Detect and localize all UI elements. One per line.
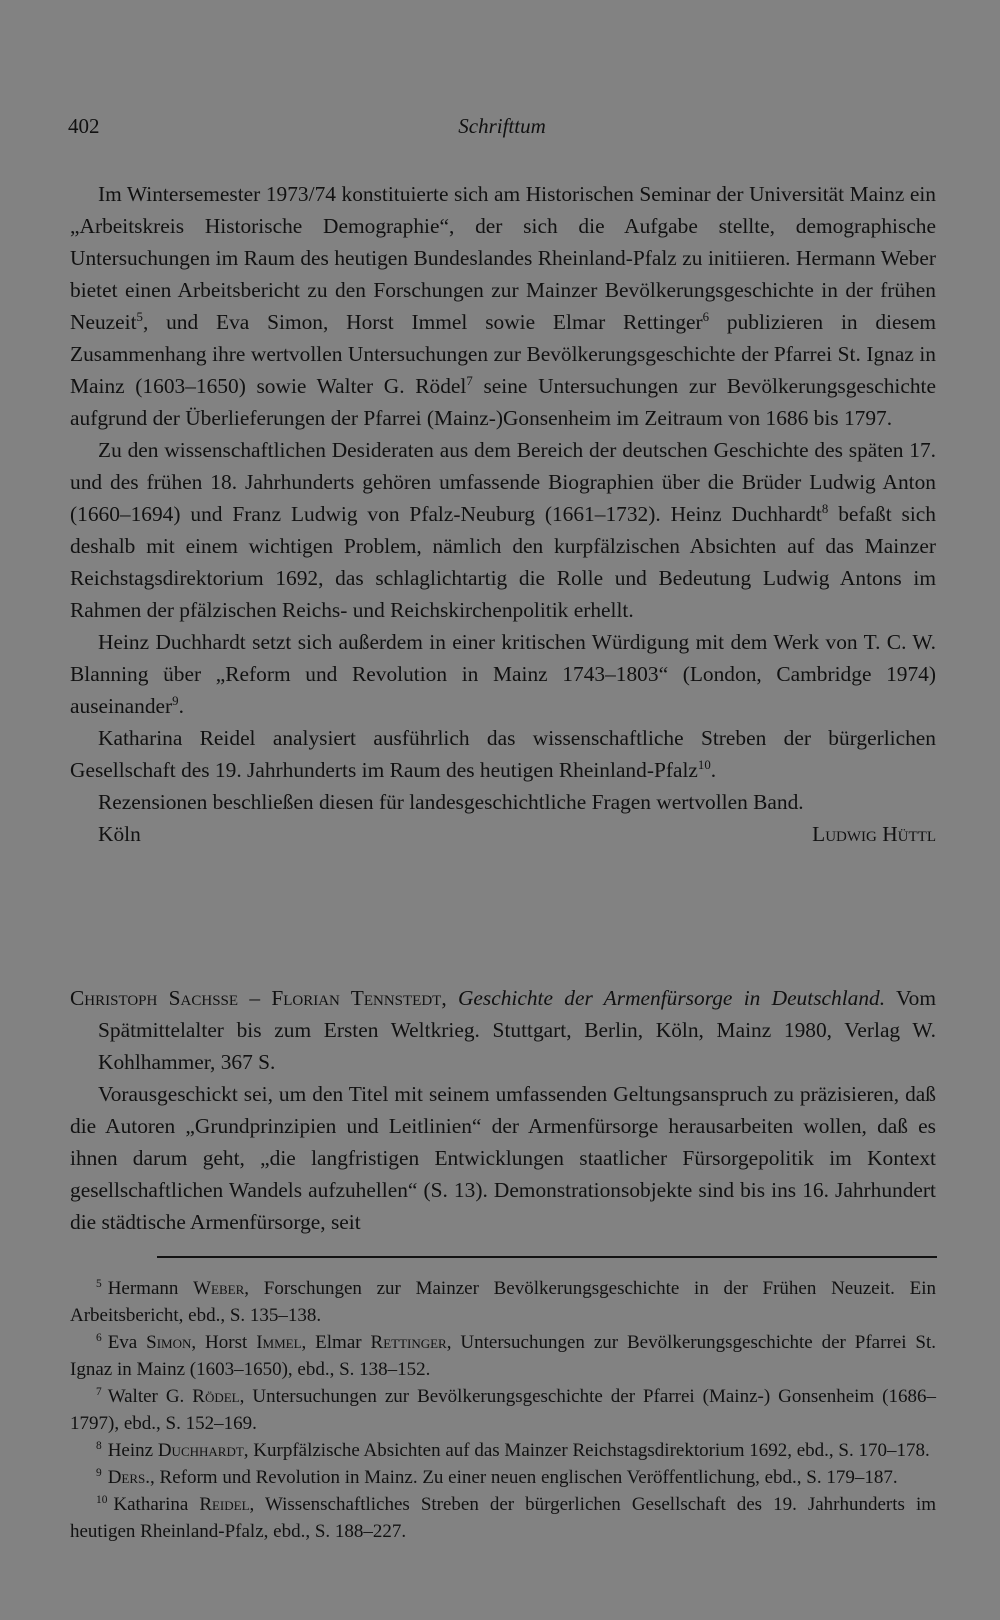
author-name: Reidel bbox=[199, 1494, 250, 1515]
signature-line bbox=[70, 818, 936, 850]
text: , und Eva Simon, Horst Immel sowie Elmar Rettinger bbox=[142, 310, 703, 334]
paragraph bbox=[70, 722, 936, 786]
text: . bbox=[178, 694, 184, 718]
footnote-ref: 8 bbox=[821, 501, 829, 516]
text: , Untersuchungen zur Bevölkerungsgeschichte der Pfarrei St. Ignaz in Mainz (1603–1650), ebd., S. 138–152. bbox=[70, 1332, 936, 1380]
text: befaßt sich deshalb mit einem wichtigen Problem, nämlich den kurpfälzischen Absichten auf das Mainzer Reichstagsdirektorium 1692, das schlaglichtartig die Rolle und Bedeutung Ludwig Antons im Rahmen der pfälzischen Reichs- und Reichskirchenpolitik erhellt. bbox=[70, 502, 936, 622]
text: Heinz Duchhardt setzt sich außerdem in einer kritischen Würdigung mit dem Werk von T. C. W. Blanning über „Reform und Revolution in Mainz 1743–1803“ (London, Cambridge 1974) auseinander bbox=[70, 630, 936, 718]
text: Heinz bbox=[107, 1440, 158, 1461]
page-header bbox=[68, 108, 936, 142]
paragraph: Vorausgeschickt sei, um den Titel mit seinem umfassenden Geltungsanspruch zu präzisieren, daß die Autoren „Grundprinzipien und Leitlinien“ der Armenfürsorge herausarbeiten wollen, daß es ihnen darum geht, „die langfristigen Entwicklungen staatlicher Fürsorgepolitik im Kontext gesellschaftlichen Wandels aufzuhellen“ (S. 13). Demonstrationsobjekte sind bis ins 16. Jahrhundert die städtische Armenfürsorge, seit bbox=[70, 1082, 936, 1234]
footnote-ref: 9 bbox=[172, 693, 179, 708]
paragraph: Rezensionen beschließen diesen für landesgeschichtliche Fragen wertvollen Band. bbox=[98, 790, 804, 814]
footnote bbox=[70, 1383, 936, 1437]
text: , Reform und Revolution in Mainz. Zu einer neuen englischen Veröffentlichung, ebd., S. 179–187. bbox=[150, 1467, 898, 1488]
author-name: Immel bbox=[256, 1332, 302, 1353]
footnote-number: 7 bbox=[96, 1385, 102, 1398]
author-name: Rettinger bbox=[370, 1332, 447, 1353]
footnote-ref: 10 bbox=[697, 757, 711, 772]
text: Zu den wissenschaftlichen Desideraten aus dem Bereich der deutschen Geschichte des späten 17. und des frühen 18. Jahrhunderts gehören umfassende Biographien über die Brüder Ludwig Anton (1660–1694) und Franz Ludwig von Pfalz-Neuburg (1661–1732). Heinz Duchhardt bbox=[70, 438, 936, 526]
book-title: Geschichte der Armenfürsorge in Deutschland. bbox=[457, 986, 886, 1010]
paragraph bbox=[70, 626, 936, 722]
footnote-ref: 7 bbox=[466, 373, 473, 388]
text: , Untersuchungen zur Bevölkerungsgeschichte der Pfarrei (Mainz-) Gonsenheim (1686–1797), ebd., S. 152–169. bbox=[70, 1386, 936, 1434]
separator: – bbox=[238, 986, 272, 1010]
paragraph bbox=[70, 434, 936, 626]
footnote-number: 9 bbox=[96, 1466, 102, 1479]
place: Köln bbox=[98, 822, 141, 846]
text: Katharina bbox=[113, 1494, 200, 1515]
bibliographic-heading bbox=[70, 982, 936, 1078]
reviewer-name: Ludwig Hüttl bbox=[812, 822, 936, 846]
text: , Kurpfälzische Absichten auf das Mainzer Reichstagsdirektorium 1692, ebd., S. 170–178. bbox=[243, 1440, 930, 1461]
footnote bbox=[70, 1491, 936, 1545]
author-name: Ders. bbox=[107, 1467, 151, 1488]
footnote-number: 8 bbox=[96, 1439, 102, 1452]
footnote-divider bbox=[157, 1256, 937, 1258]
text: , Wissenschaftliches Streben der bürgerlichen Gesellschaft des 19. Jahrhunderts im heutigen Rheinland-Pfalz, ebd., S. 188–227. bbox=[70, 1494, 937, 1542]
imprint: Vom Spätmittelalter bis zum Ersten Weltkrieg. Stuttgart, Berlin, Köln, Mainz 1980, Verlag W. Kohlhammer, 367 S. bbox=[98, 986, 937, 1074]
author-name: Weber bbox=[193, 1278, 245, 1299]
footnote bbox=[70, 1464, 936, 1491]
separator: , bbox=[441, 986, 458, 1010]
footnotes bbox=[70, 1275, 936, 1545]
footnote-number: 10 bbox=[96, 1493, 108, 1506]
footnote bbox=[70, 1437, 936, 1464]
text: Walter G. bbox=[107, 1386, 193, 1407]
text: Hermann bbox=[107, 1278, 194, 1299]
page-number: 402 bbox=[68, 114, 100, 138]
author: Christoph Sachsse bbox=[70, 986, 239, 1010]
review-1 bbox=[70, 178, 936, 850]
text: seine Untersuchungen zur Bevölkerungsgeschichte aufgrund der Überlieferungen der Pfarrei (Mainz-)Gonsenheim im Zeitraum von 1686 bis 1797. bbox=[70, 374, 936, 430]
footnote-number: 6 bbox=[96, 1331, 102, 1344]
text: . bbox=[710, 758, 717, 782]
author: Florian Tennstedt bbox=[271, 986, 442, 1010]
author-name: Duchhardt bbox=[157, 1440, 244, 1461]
footnote-number: 5 bbox=[96, 1277, 102, 1290]
footnote-ref: 5 bbox=[136, 309, 143, 324]
author-name: Simon bbox=[146, 1332, 192, 1353]
paragraph bbox=[70, 178, 936, 434]
running-title: Schrifttum bbox=[458, 114, 546, 138]
text: Im Wintersemester 1973/74 konstituierte sich am Historischen Seminar der Universität Mainz ein „Arbeitskreis Historische Demographie“, der sich die Aufgabe stellte, demographische Untersuchungen im Raum des heutigen Bundeslandes Rheinland-Pfalz zu initiieren. Hermann Weber bietet einen Arbeitsbericht zu den Forschungen zur Mainzer Bevölkerungsgeschichte in der frühen Neuzeit bbox=[70, 182, 936, 334]
text: Katharina Reidel analysiert ausführlich das wissenschaftliche Streben der bürgerlichen Gesellschaft des 19. Jahrhunderts im Raum des heutigen Rheinland-Pfalz bbox=[70, 726, 936, 782]
text: publizieren in diesem Zusammenhang ihre wertvollen Untersuchungen zur Bevölkerungsgeschichte der Pfarrei St. Ignaz in Mainz (1603–1650) sowie Walter G. Rödel bbox=[70, 310, 936, 398]
review-2 bbox=[70, 982, 936, 1238]
text: , Forschungen zur Mainzer Bevölkerungsgeschichte in der Frühen Neuzeit. Ein Arbeitsbericht, ebd., S. 135–138. bbox=[70, 1278, 936, 1326]
text: , Elmar bbox=[301, 1332, 371, 1353]
footnote bbox=[70, 1329, 936, 1383]
footnote bbox=[70, 1275, 936, 1329]
author-name: Rödel bbox=[192, 1386, 240, 1407]
footnote-ref: 6 bbox=[702, 309, 710, 324]
text: Eva bbox=[107, 1332, 147, 1353]
text: , Horst bbox=[191, 1332, 257, 1353]
